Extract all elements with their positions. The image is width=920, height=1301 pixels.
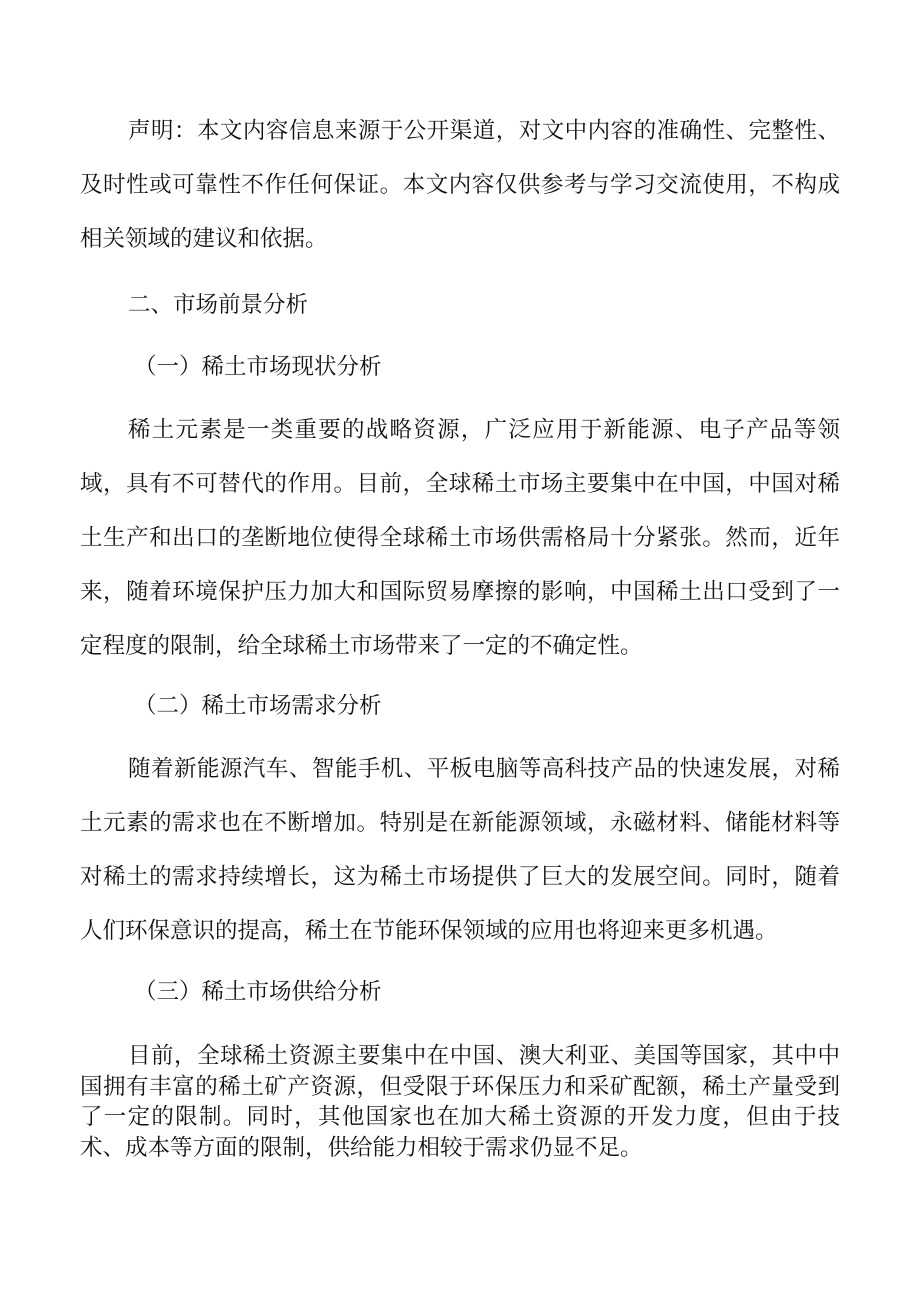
subsection-body-demand: 随着新能源汽车、智能手机、平板电脑等高科技产品的快速发展，对稀土元素的需求也在不断增加。特别是在新能源领域，永磁材料、储能材料等对稀土的需求持续增长，这为稀土市场提供了巨大的发展空间。同时，随着人们环保意识的提高，稀土在节能环保领域的应用也将迎来更多机遇。 — [80, 756, 840, 944]
subsection-title-supply: （三）稀土市场供给分析 — [134, 979, 382, 1005]
subsection-body-supply: 目前，全球稀土资源主要集中在中国、澳大利亚、美国等国家，其中中国拥有丰富的稀土矿产资源，但受限于环保压力和采矿配额，稀土产量受到了一定的限制。同时，其他国家也在加大稀土资源的开发力度，但由于技术、成本等方面的限制，供给能力相较于需求仍显不足。 — [80, 1043, 840, 1161]
disclaimer-paragraph: 声明：本文内容信息来源于公开渠道，对文中内容的准确性、完整性、及时性或可靠性不作任何保证。本文内容仅供参考与学习交流使用，不构成相关领域的建议和依据。 — [80, 118, 840, 252]
section-title: 二、市场前景分析 — [128, 292, 309, 318]
subsection-title-demand: （二）稀土市场需求分析 — [134, 693, 382, 719]
subsection-body-status: 稀土元素是一类重要的战略资源，广泛应用于新能源、电子产品等领域，具有不可替代的作用。目前，全球稀土市场主要集中在中国，中国对稀土生产和出口的垄断地位使得全球稀土市场供需格局十分紧张。然而，近年来，随着环境保护压力加大和国际贸易摩擦的影响，中国稀土出口受到了一定程度的限制，给全球稀土市场带来了一定的不确定性。 — [80, 417, 840, 659]
subsection-title-status: （一）稀土市场现状分析 — [134, 354, 382, 380]
